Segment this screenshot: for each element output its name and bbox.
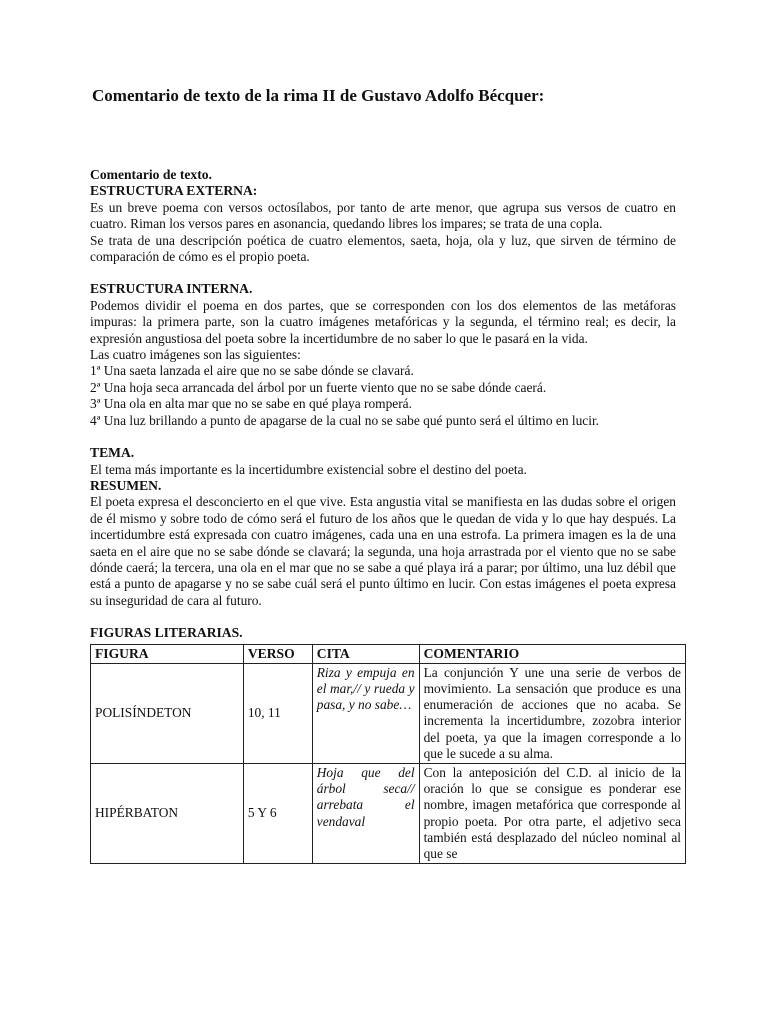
header-verso: VERSO	[243, 644, 312, 663]
list-item: 3ª Una ola en alta mar que no se sabe en qué playa romperá.	[90, 396, 412, 412]
table-row	[91, 663, 686, 763]
cell-cita: Hoja que del árbol seca// arrebata el vendaval	[312, 763, 419, 863]
section-heading-comentario: Comentario de texto.	[90, 167, 212, 182]
heading-estructura-externa: ESTRUCTURA EXTERNA:	[90, 183, 258, 199]
list-item: 1ª Una saeta lanzada el aire que no se sabe dónde se clavará.	[90, 363, 414, 379]
heading-resumen: RESUMEN.	[90, 477, 162, 493]
paragraph-resumen: El poeta expresa el desconcierto en el que vive. Esta angustia vital se manifiesta en las dudas sobre el origen de él mismo y sobre todo de cómo será el futuro de los años que le quedan de vida y lo que hay después. La incertidumbre está expresada con cuatro imágenes, cada una en una estrofa. La primera imagen es la de una saeta en el aire que no se sabe dónde se clavará; la segunda, una hoja arrastrada por el viento que no se sabe dónde caerá; la tercera, una ola en el mar que no se sabe a qué playa irá a parar; por último, una luz débil que está a punto de apagarse y no se sabe cuál será el punto último en lucir. Con estas imágenes el poeta expresa su inseguridad de cara al futuro.	[90, 494, 676, 608]
heading-estructura-interna: ESTRUCTURA INTERNA.	[90, 281, 253, 297]
document-title: Comentario de texto de la rima II de Gustavo Adolfo Bécquer:	[92, 86, 545, 105]
heading-tema: TEMA.	[90, 445, 135, 461]
figuras-table	[90, 644, 686, 865]
header-cita: CITA	[312, 644, 419, 663]
cell-verso: 10, 11	[243, 663, 312, 763]
cell-figura: POLISÍNDETON	[91, 663, 244, 763]
header-figura: FIGURA	[91, 644, 244, 663]
paragraph-tema: El tema más importante es la incertidumbre existencial sobre el destino del poeta.	[90, 461, 527, 477]
cell-verso: 5 Y 6	[243, 763, 312, 863]
cell-comentario: La conjunción Y une una serie de verbos de movimiento. La sensación que produce es una enumeración de acciones que no acaba. Se incrementa la incertidumbre, zozobra interior del poeta, ya que la imagen corresponde a lo que le sucede a su alma.	[419, 663, 685, 763]
list-intro: Las cuatro imágenes son las siguientes:	[90, 347, 301, 363]
document-body	[90, 167, 681, 864]
table-header-row	[91, 644, 686, 663]
cell-cita: Riza y empuja en el mar,// y rueda y pasa, y no sabe…	[312, 663, 419, 763]
header-comentario: COMENTARIO	[419, 644, 685, 663]
paragraph-externa-2: Se trata de una descripción poética de cuatro elementos, saeta, hoja, ola y luz, que sirven de término de comparación de cómo es el propio poeta.	[90, 232, 676, 265]
paragraph-interna-1: Podemos dividir el poema en dos partes, que se corresponden con los dos elementos de las metáforas impuras: la primera parte, son la cuatro imágenes metafóricas y la segunda, el término real; es decir, la expresión angustiosa del poeta sobre la incertidumbre de no saber lo que le pasará en la vida.	[90, 297, 676, 346]
cell-figura: HIPÉRBATON	[91, 763, 244, 863]
heading-figuras: FIGURAS LITERARIAS.	[90, 625, 243, 641]
list-item: 2ª Una hoja seca arrancada del árbol por un fuerte viento que no se sabe dónde caerá.	[90, 379, 547, 395]
paragraph-externa-1: Es un breve poema con versos octosílabos, por tanto de arte menor, que agrupa sus versos de cuatro en cuatro. Riman los versos pares en asonancia, quedando libres los impares; se trata de una copla.	[90, 199, 676, 232]
table-row	[91, 763, 686, 863]
list-item: 4ª Una luz brillando a punto de apagarse de la cual no se sabe qué punto será el último en lucir.	[90, 412, 600, 428]
cell-comentario: Con la anteposición del C.D. al inicio de la oración lo que se consigue es ponderar ese nombre, imagen metafórica que corresponde al propio poeta. Por otra parte, el adjetivo seca también está desplazado del núcleo nominal al que se	[419, 763, 685, 863]
